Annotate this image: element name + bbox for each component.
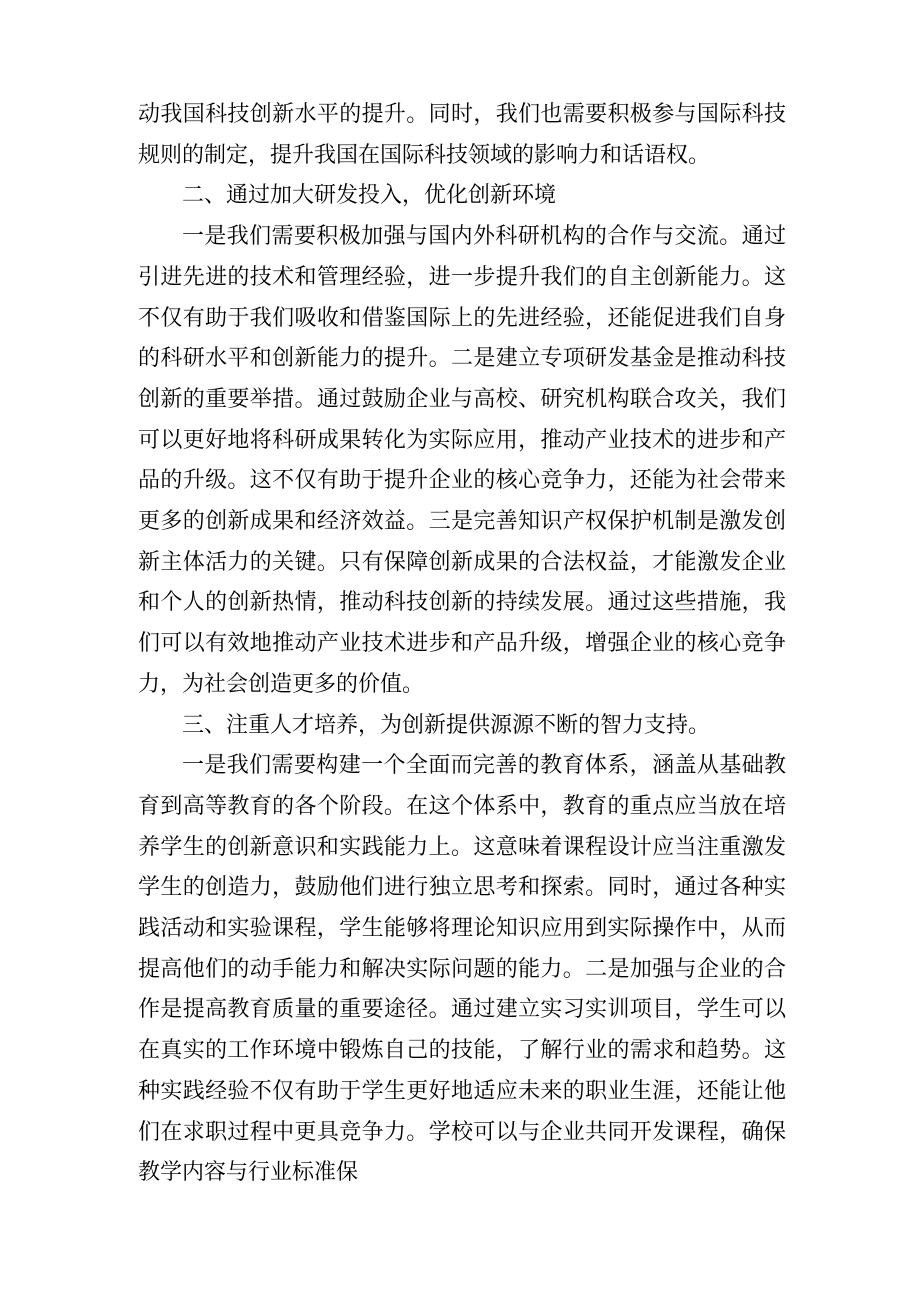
section-heading-3: 三、注重人才培养，为创新提供源源不断的智力支持。: [182, 712, 711, 738]
paragraph-continuation: 动我国科技创新水平的提升。同时，我们也需要积极参与国际科技规则的制定，提升我国在国际科技领域的影响力和话语权。: [138, 102, 786, 168]
section-heading-2: 二、通过加大研发投入，优化创新环境: [182, 183, 557, 209]
paragraph-talent-training: 一是我们需要构建一个全面而完善的教育体系，涵盖从基础教育到高等教育的各个阶段。在这个体系中，教育的重点应当放在培养学生的创新意识和实践能力上。这意味着课程设计应当注重激发学生的创造力，鼓励他们进行独立思考和探索。同时，通过各种实践活动和实验课程，学生能够将理论知识应用到实际操作中，从而提高他们的动手能力和解决实际问题的能力。二是加强与企业的合作是提高教育质量的重要途径。通过建立实习实训项目，学生可以在真实的工作环境中锻炼自己的技能，了解行业的需求和趋势。这种实践经验不仅有助于学生更好地适应未来的职业生涯，还能让他们在求职过程中更具竞争力。学校可以与企业共同开发课程，确保教学内容与行业标准保: [138, 753, 786, 1186]
document-body: [138, 95, 786, 1194]
paragraph-research-investment: 一是我们需要积极加强与国内外科研机构的合作与交流。通过引进先进的技术和管理经验，进一步提升我们的自主创新能力。这不仅有助于我们吸收和借鉴国际上的先进经验，还能促进我们自身的科研水平和创新能力的提升。二是建立专项研发基金是推动科技创新的重要举措。通过鼓励企业与高校、研究机构联合攻关，我们可以更好地将科研成果转化为实际应用，推动产业技术的进步和产品的升级。这不仅有助于提升企业的核心竞争力，还能为社会带来更多的创新成果和经济效益。三是完善知识产权保护机制是激发创新主体活力的关键。只有保障创新成果的合法权益，才能激发企业和个人的创新热情，推动科技创新的持续发展。通过这些措施，我们可以有效地推动产业技术进步和产品升级，增强企业的核心竞争力，为社会创造更多的价值。: [138, 224, 786, 697]
